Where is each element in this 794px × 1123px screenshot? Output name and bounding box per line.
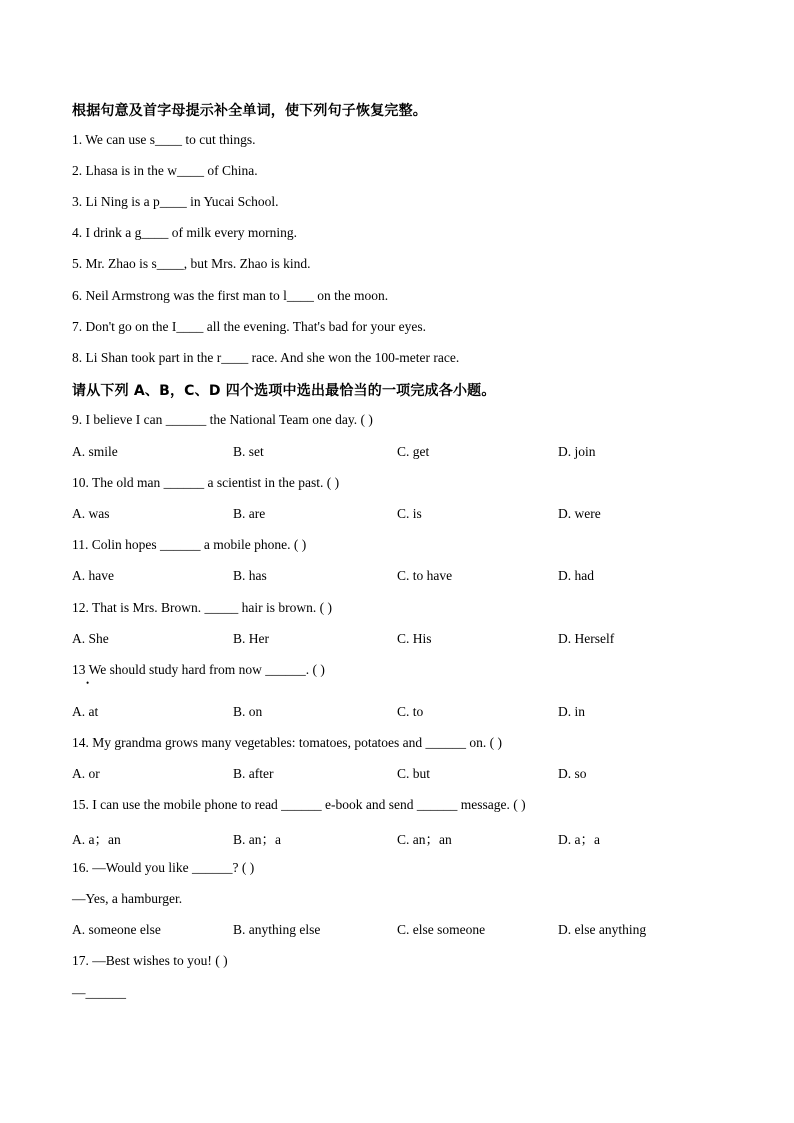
option-a: A. or: [72, 766, 100, 781]
option-a: A. a；an: [72, 832, 121, 847]
option-a: A. She: [72, 631, 109, 646]
option-a: A. was: [72, 506, 110, 521]
question-10: 10. The old man ______ a scientist in the past. ( ): [72, 475, 340, 490]
option-b: B. after: [233, 766, 274, 781]
option-c: C. His: [397, 631, 432, 646]
option-d: D. in: [558, 704, 585, 719]
option-d: D. were: [558, 506, 601, 521]
question-14: 14. My grandma grows many vegetables: tomatoes, potatoes and ______ on. ( ): [72, 735, 503, 750]
question-16-reply: —Yes, a hamburger.: [72, 891, 183, 906]
option-b: B. set: [233, 444, 264, 459]
fill-in-item-7: 7. Don't go on the I____ all the evening. That's bad for your eyes.: [72, 319, 427, 334]
option-c: C. to: [397, 704, 424, 719]
option-a: A. someone else: [72, 922, 161, 937]
fill-in-item-3: 3. Li Ning is a p____ in Yucai School.: [72, 194, 279, 209]
option-d: D. so: [558, 766, 587, 781]
fill-in-item-6: 6. Neil Armstrong was the first man to l____ on the moon.: [72, 288, 389, 303]
question-10-options: [72, 506, 722, 524]
option-b: B. Her: [233, 631, 269, 646]
question-13: 13 We should study hard from now ______. ( ): [72, 662, 325, 677]
option-c: C. else someone: [397, 922, 486, 937]
option-b: B. on: [233, 704, 263, 719]
question-9: 9. I believe I can ______ the National Team one day. ( ): [72, 412, 373, 427]
fill-in-item-2: 2. Lhasa is in the w____ of China.: [72, 163, 258, 178]
option-d: D. a；a: [558, 832, 600, 847]
option-c: C. to have: [397, 568, 453, 583]
option-a: A. at: [72, 704, 99, 719]
question-16: 16. —Would you like ______? ( ): [72, 860, 255, 875]
question-14-options: [72, 766, 722, 784]
option-d: D. join: [558, 444, 596, 459]
option-c: C. is: [397, 506, 422, 521]
question-17: 17. —Best wishes to you! ( ): [72, 953, 228, 968]
option-d: D. had: [558, 568, 594, 583]
question-12: 12. That is Mrs. Brown. _____ hair is brown. ( ): [72, 600, 332, 615]
option-c: C. an；an: [397, 832, 452, 847]
question-15: 15. I can use the mobile phone to read ______ e-book and send ______ message. ( ): [72, 797, 526, 812]
stray-dot-mark: •: [86, 678, 90, 688]
question-17-reply: —______: [72, 985, 126, 1000]
option-b: B. anything else: [233, 922, 321, 937]
question-15-options: [72, 828, 722, 846]
option-a: A. smile: [72, 444, 118, 459]
fill-in-item-4: 4. I drink a g____ of milk every morning.: [72, 225, 297, 240]
option-c: C. but: [397, 766, 431, 781]
option-c: C. get: [397, 444, 430, 459]
fill-in-item-1: 1. We can use s____ to cut things.: [72, 132, 256, 147]
question-9-options: [72, 444, 722, 462]
fill-in-item-5: 5. Mr. Zhao is s____, but Mrs. Zhao is kind.: [72, 256, 311, 271]
option-d: D. else anything: [558, 922, 647, 937]
option-b: B. are: [233, 506, 266, 521]
question-11: 11. Colin hopes ______ a mobile phone. ( ): [72, 537, 307, 552]
option-b: B. has: [233, 568, 267, 583]
section-1-heading: 根据句意及首字母提示补全单词，使下列句子恢复完整。: [72, 103, 427, 119]
question-12-options: [72, 631, 722, 649]
fill-in-item-8: 8. Li Shan took part in the r____ race. And she won the 100-meter race.: [72, 350, 460, 365]
option-a: A. have: [72, 568, 114, 583]
question-13-options: [72, 704, 722, 722]
question-11-options: [72, 568, 722, 586]
option-d: D. Herself: [558, 631, 615, 646]
option-b: B. an；a: [233, 832, 281, 847]
section-2-heading: 请从下列 A、B，C、D 四个选项中选出最恰当的一项完成各小题。: [72, 383, 496, 399]
question-16-options: [72, 922, 722, 940]
